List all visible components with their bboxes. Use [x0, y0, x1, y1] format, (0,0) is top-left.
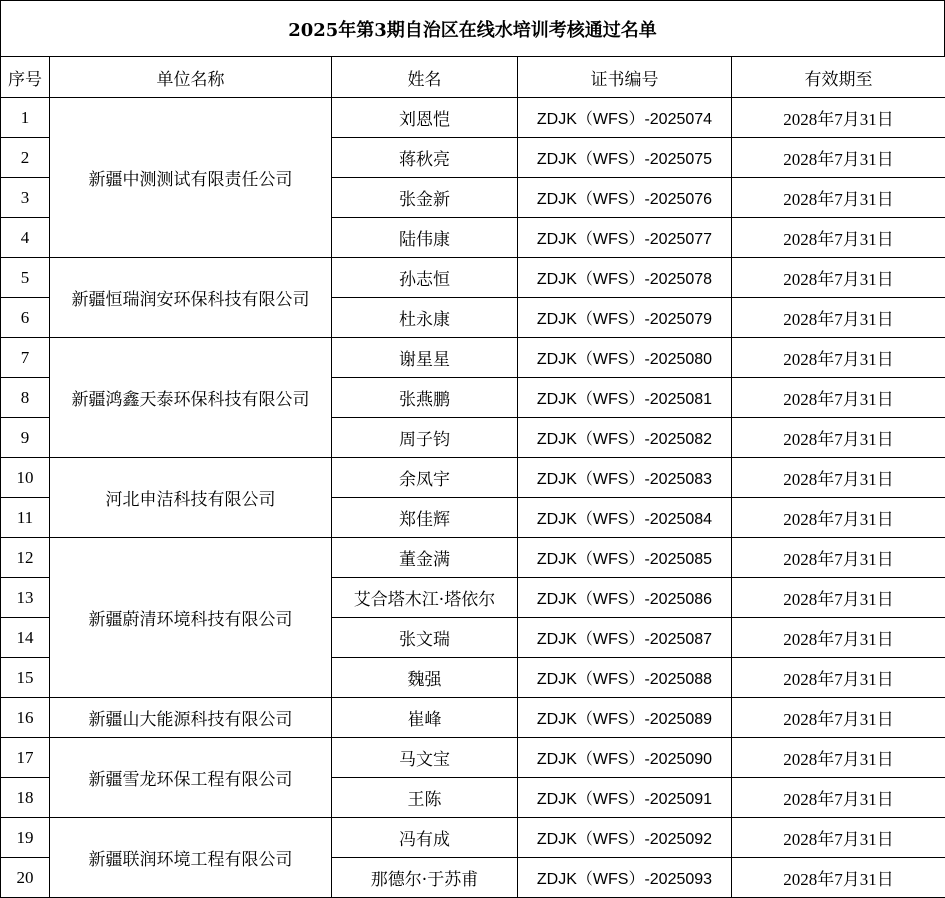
- roster-table: [0, 56, 945, 898]
- cell-certificate-number[interactable]: ZDJK（WFS）-2025077: [518, 218, 732, 258]
- header-name[interactable]: 姓名: [332, 57, 518, 98]
- header-unit[interactable]: 单位名称: [50, 57, 332, 98]
- cell-unit-name[interactable]: 新疆山大能源科技有限公司: [50, 698, 332, 738]
- cell-expiry-date[interactable]: 2028年7月31日: [732, 858, 945, 898]
- cell-certificate-number[interactable]: ZDJK（WFS）-2025088: [518, 658, 732, 698]
- cell-person-name[interactable]: 蒋秋亮: [332, 138, 518, 178]
- cell-certificate-number[interactable]: ZDJK（WFS）-2025083: [518, 458, 732, 498]
- cell-unit-name[interactable]: 新疆联润环境工程有限公司: [50, 818, 332, 898]
- cell-person-name[interactable]: 周子钧: [332, 418, 518, 458]
- cell-certificate-number[interactable]: ZDJK（WFS）-2025085: [518, 538, 732, 578]
- table-row: [1, 698, 945, 738]
- cell-serial[interactable]: 4: [1, 218, 50, 258]
- cell-serial[interactable]: 11: [1, 498, 50, 538]
- cell-certificate-number[interactable]: ZDJK（WFS）-2025075: [518, 138, 732, 178]
- cell-expiry-date[interactable]: 2028年7月31日: [732, 98, 945, 138]
- cell-certificate-number[interactable]: ZDJK（WFS）-2025089: [518, 698, 732, 738]
- cell-certificate-number[interactable]: ZDJK（WFS）-2025086: [518, 578, 732, 618]
- cell-serial[interactable]: 15: [1, 658, 50, 698]
- cell-certificate-number[interactable]: ZDJK（WFS）-2025084: [518, 498, 732, 538]
- cell-serial[interactable]: 14: [1, 618, 50, 658]
- header-row: [1, 57, 945, 98]
- cell-certificate-number[interactable]: ZDJK（WFS）-2025078: [518, 258, 732, 298]
- cell-serial[interactable]: 1: [1, 98, 50, 138]
- table-row: [1, 818, 945, 858]
- table-row: [1, 458, 945, 498]
- cell-person-name[interactable]: 陆伟康: [332, 218, 518, 258]
- cell-person-name[interactable]: 王陈: [332, 778, 518, 818]
- cell-person-name[interactable]: 张文瑞: [332, 618, 518, 658]
- header-certificate[interactable]: 证书编号: [518, 57, 732, 98]
- cell-certificate-number[interactable]: ZDJK（WFS）-2025074: [518, 98, 732, 138]
- cell-serial[interactable]: 10: [1, 458, 50, 498]
- cell-person-name[interactable]: 崔峰: [332, 698, 518, 738]
- cell-person-name[interactable]: 冯有成: [332, 818, 518, 858]
- cell-serial[interactable]: 18: [1, 778, 50, 818]
- cell-expiry-date[interactable]: 2028年7月31日: [732, 178, 945, 218]
- cell-unit-name[interactable]: 河北申洁科技有限公司: [50, 458, 332, 538]
- cell-serial[interactable]: 8: [1, 378, 50, 418]
- cell-expiry-date[interactable]: 2028年7月31日: [732, 418, 945, 458]
- cell-expiry-date[interactable]: 2028年7月31日: [732, 458, 945, 498]
- cell-serial[interactable]: 20: [1, 858, 50, 898]
- cell-expiry-date[interactable]: 2028年7月31日: [732, 578, 945, 618]
- cell-person-name[interactable]: 杜永康: [332, 298, 518, 338]
- cell-certificate-number[interactable]: ZDJK（WFS）-2025080: [518, 338, 732, 378]
- cell-serial[interactable]: 2: [1, 138, 50, 178]
- cell-expiry-date[interactable]: 2028年7月31日: [732, 258, 945, 298]
- cell-certificate-number[interactable]: ZDJK（WFS）-2025087: [518, 618, 732, 658]
- cell-certificate-number[interactable]: ZDJK（WFS）-2025090: [518, 738, 732, 778]
- cell-serial[interactable]: 12: [1, 538, 50, 578]
- cell-expiry-date[interactable]: 2028年7月31日: [732, 658, 945, 698]
- cell-person-name[interactable]: 马文宝: [332, 738, 518, 778]
- cell-person-name[interactable]: 刘恩恺: [332, 98, 518, 138]
- cell-person-name[interactable]: 孙志恒: [332, 258, 518, 298]
- cell-person-name[interactable]: 余凤宇: [332, 458, 518, 498]
- cell-serial[interactable]: 9: [1, 418, 50, 458]
- cell-person-name[interactable]: 郑佳辉: [332, 498, 518, 538]
- cell-expiry-date[interactable]: 2028年7月31日: [732, 378, 945, 418]
- cell-serial[interactable]: 17: [1, 738, 50, 778]
- header-serial[interactable]: 序号: [1, 57, 50, 98]
- cell-serial[interactable]: 13: [1, 578, 50, 618]
- cell-serial[interactable]: 16: [1, 698, 50, 738]
- cell-expiry-date[interactable]: 2028年7月31日: [732, 698, 945, 738]
- table-row: [1, 258, 945, 298]
- cell-person-name[interactable]: 张燕鹏: [332, 378, 518, 418]
- table-row: [1, 738, 945, 778]
- cell-serial[interactable]: 5: [1, 258, 50, 298]
- cell-unit-name[interactable]: 新疆鸿鑫天泰环保科技有限公司: [50, 338, 332, 458]
- cell-certificate-number[interactable]: ZDJK（WFS）-2025092: [518, 818, 732, 858]
- cell-person-name[interactable]: 魏强: [332, 658, 518, 698]
- cell-certificate-number[interactable]: ZDJK（WFS）-2025076: [518, 178, 732, 218]
- cell-serial[interactable]: 3: [1, 178, 50, 218]
- cell-person-name[interactable]: 那德尔·于苏甫: [332, 858, 518, 898]
- cell-certificate-number[interactable]: ZDJK（WFS）-2025091: [518, 778, 732, 818]
- cell-unit-name[interactable]: 新疆恒瑞润安环保科技有限公司: [50, 258, 332, 338]
- cell-expiry-date[interactable]: 2028年7月31日: [732, 818, 945, 858]
- cell-person-name[interactable]: 谢星星: [332, 338, 518, 378]
- cell-unit-name[interactable]: 新疆中测测试有限责任公司: [50, 98, 332, 258]
- cell-expiry-date[interactable]: 2028年7月31日: [732, 778, 945, 818]
- table-row: [1, 98, 945, 138]
- cell-expiry-date[interactable]: 2028年7月31日: [732, 738, 945, 778]
- cell-expiry-date[interactable]: 2028年7月31日: [732, 538, 945, 578]
- cell-serial[interactable]: 7: [1, 338, 50, 378]
- cell-person-name[interactable]: 董金满: [332, 538, 518, 578]
- cell-certificate-number[interactable]: ZDJK（WFS）-2025079: [518, 298, 732, 338]
- cell-certificate-number[interactable]: ZDJK（WFS）-2025093: [518, 858, 732, 898]
- cell-unit-name[interactable]: 新疆雪龙环保工程有限公司: [50, 738, 332, 818]
- cell-expiry-date[interactable]: 2028年7月31日: [732, 498, 945, 538]
- cell-serial[interactable]: 19: [1, 818, 50, 858]
- cell-expiry-date[interactable]: 2028年7月31日: [732, 618, 945, 658]
- cell-person-name[interactable]: 艾合塔木江·塔依尔: [332, 578, 518, 618]
- cell-certificate-number[interactable]: ZDJK（WFS）-2025082: [518, 418, 732, 458]
- cell-expiry-date[interactable]: 2028年7月31日: [732, 218, 945, 258]
- table-row: [1, 538, 945, 578]
- cell-expiry-date[interactable]: 2028年7月31日: [732, 298, 945, 338]
- cell-serial[interactable]: 6: [1, 298, 50, 338]
- cell-unit-name[interactable]: 新疆蔚清环境科技有限公司: [50, 538, 332, 698]
- cell-person-name[interactable]: 张金新: [332, 178, 518, 218]
- cell-expiry-date[interactable]: 2028年7月31日: [732, 138, 945, 178]
- table-body: [1, 98, 945, 898]
- cell-expiry-date[interactable]: 2028年7月31日: [732, 338, 945, 378]
- sheet-title: 2025年第3期自治区在线水培训考核通过名单: [0, 0, 945, 57]
- header-expiry[interactable]: 有效期至: [732, 57, 945, 98]
- table-row: [1, 338, 945, 378]
- cell-certificate-number[interactable]: ZDJK（WFS）-2025081: [518, 378, 732, 418]
